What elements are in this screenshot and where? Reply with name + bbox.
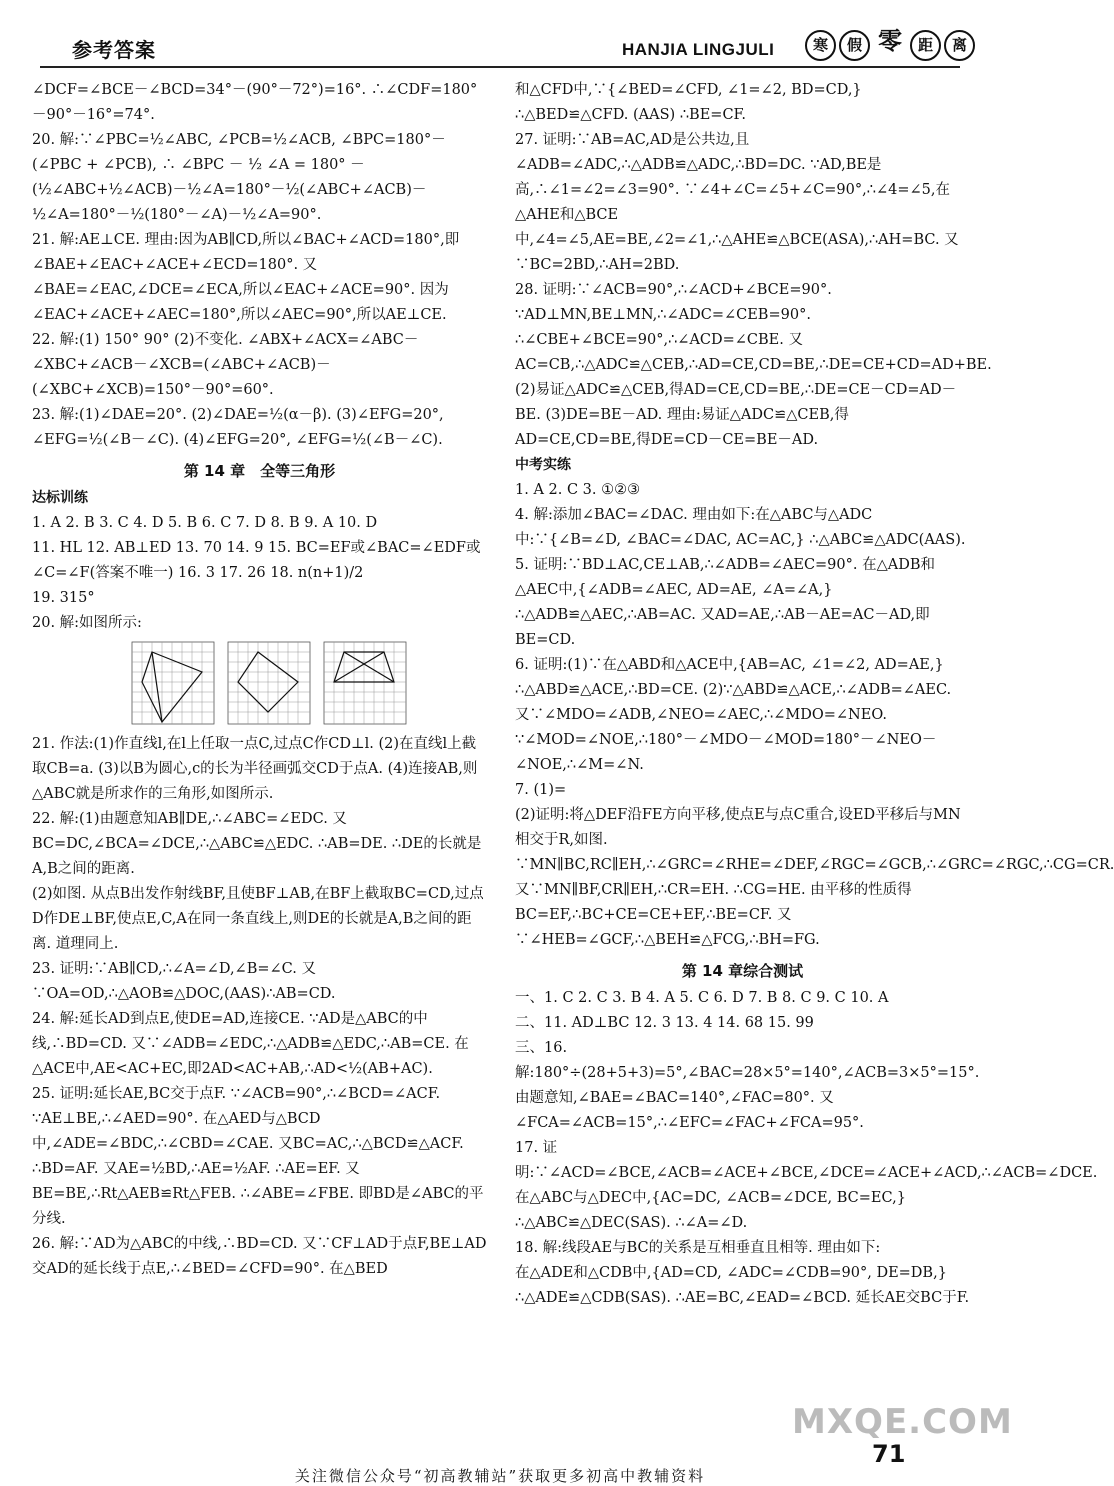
- brand-char: 寒: [805, 30, 836, 61]
- answer-paragraph: 25. 证明:延长AE,BC交于点F. ∵∠ACB=90°,∴∠BCD=∠ACF. ∵AE⊥BE,∴∠AED=90°. 在△AED与△BCD中,∠ADE=∠BDC,∴∠CBD=∠CAE. 又BC=AC,∴△BCD≌△ACF. ∴BD=AF. 又AE=½BD,∴AE=½AF. ∴AE=EF. 又BE=BE,∴Rt△AEB≌Rt△FEB. ∴∠ABE=∠FBE. 即BD是∠ABC的平分线.: [32, 1086, 484, 1227]
- chapter-title: 第 14 章 全等三角形: [183, 462, 336, 480]
- answer-paragraph: 4. 解:添加∠BAC=∠DAC. 理由如下:在△ABC与△ADC中:∵{∠B=∠D, ∠BAC=∠DAC, AC=AC,} ∴△ABC≌△ADC(AAS).: [515, 507, 966, 548]
- answer-paragraph: 23. 证明:∵AB∥CD,∴∠A=∠D,∠B=∠C. 又∵OA=OD,∴△AOB≌△DOC,(AAS)∴AB=CD.: [32, 961, 336, 1002]
- answer-line: 二、11. AD⊥BC 12. 3 13. 4 14. 68 15. 99: [515, 1015, 814, 1031]
- brand-char: 零: [878, 27, 902, 55]
- answer-paragraph: (2)如图. 从点B出发作射线BF,且使BF⊥AB,在BF上截取BC=CD,过点D作DE⊥BF,使点E,C,A在同一条直线上,则DE的长就是A,B之间的距离. 道理同上.: [32, 886, 484, 952]
- brand-char: 假: [839, 30, 870, 61]
- answer-paragraph: 23. 解:(1)∠DAE=20°. (2)∠DAE=½(α－β). (3)∠EFG=20°, ∠EFG=½(∠B－∠C). (4)∠EFG=20°, ∠EFG=½(∠B－∠C).: [32, 407, 444, 448]
- answer-line: 11. HL 12. AB⊥ED 13. 70 14. 9 15. BC=EF或∠BAC=∠EDF或∠C=∠F(答案不唯一) 16. 3 17. 26 18. n(n+1)/2: [32, 540, 481, 581]
- answer-paragraph: 20. 解:∵∠PBC=½∠ABC, ∠PCB=½∠ACB, ∠BPC=180°－(∠PBC + ∠PCB), ∴ ∠BPC － ½ ∠A = 180° － (½∠ABC+½∠ACB)－½∠A=180°－½(∠ABC+∠ACB)－½∠A=180°－½(180°－∠A)－½∠A=90°.: [32, 132, 446, 223]
- left-column: [32, 78, 487, 1282]
- answer-paragraph: 和△CFD中,∵{∠BED=∠CFD, ∠1=∠2, BD=CD,} ∴△BED≌△CFD. (AAS) ∴BE=CF.: [515, 82, 862, 123]
- brand-char: 距: [910, 30, 941, 61]
- answer-paragraph: 在△ADE和△CDB中,{AD=CD, ∠ADC=∠CDB=90°, DE=DB,} ∴△ADE≌△CDB(SAS). ∴AE=BC,∠EAD=∠BCD. 延长AE交BC于F.: [515, 1265, 970, 1306]
- answer-paragraph: 17. 证明:∵∠ACD=∠BCE,∠ACB=∠ACE+∠BCE,∠DCE=∠ACE+∠ACD,∴∠ACB=∠DCE. 在△ABC与△DEC中,{AC=DC, ∠ACB=∠DCE, BC=EC,} ∴△ABC≌△DEC(SAS). ∴∠A=∠D.: [515, 1140, 1098, 1231]
- answer-paragraph: 22. 解:(1) 150° 90° (2)不变化. ∠ABX+∠ACX=∠ABC－∠XBC+∠ACB－∠XCB=(∠ABC+∠ACB)－(∠XBC+∠XCB)=150°－90°=60°.: [32, 332, 419, 398]
- test-title: 第 14 章综合测试: [681, 962, 804, 980]
- answer-paragraph: (2)证明:将△DEF沿FE方向平移,使点E与点C重合,设ED平移后与MN相交于R,如图. ∵MN∥BC,RC∥EH,∴∠GRC=∠RHE=∠DEF,∠RGC=∠GCB,∴∠GRC=∠RGC,∴CG=CR. 又∵MN∥BF,CR∥EH,∴CR=EH. ∴CG=HE. 由平移的性质得BC=EF,∴BC+CE=CE+EF,∴BE=CF. 又∵∠HEB=∠GCF,∴△BEH≌△FCG,∴BH=FG.: [515, 807, 1114, 948]
- header-title: 参考答案: [72, 38, 156, 62]
- footer-note: 关注微信公众号“初高教辅站”获取更多初高中教辅资料: [294, 1467, 706, 1485]
- answer-paragraph: 26. 解:∵AD为△ABC的中线,∴BD=CD. 又∵CF⊥AD于点F,BE⊥AD交AD的延长线于点E,∴∠BED=∠CFD=90°. 在△BED: [32, 1236, 487, 1277]
- brand-logo: [805, 27, 975, 61]
- section-title: 中考实练: [515, 457, 571, 473]
- answer-line: 一、1. C 2. C 3. B 4. A 5. C 6. D 7. B 8. C 9. C 10. A: [515, 990, 889, 1006]
- answer-paragraph: 21. 解:AE⊥CE. 理由:因为AB∥CD,所以∠BAC+∠ACD=180°,即∠BAE+∠EAC+∠ACE+∠ECD=180°. 又∠BAE=∠EAC,∠DCE=∠ECA,所以∠EAC+∠ACE=90°. 因为∠EAC+∠ACE+∠AEC=180°,所以∠AEC=90°,所以AE⊥CE.: [32, 232, 460, 323]
- answer-paragraph: 5. 证明:∵BD⊥AC,CE⊥AB,∴∠ADB=∠AEC=90°. 在△ADB和△AEC中,{∠ADB=∠AEC, AD=AE, ∠A=∠A,} ∴△ADB≌△AEC,∴AB=AC. 又AD=AE,∴AB－AE=AC－AD,即BE=CD.: [515, 557, 936, 648]
- header-divider: [40, 66, 960, 68]
- answer-paragraph: 21. 作法:(1)作直线l,在l上任取一点C,过点C作CD⊥l. (2)在直线l上截取CB=a. (3)以B为圆心,c的长为半径画弧交CD于点A. (4)连接AB,则△ABC就是所求作的三角形,如图所示.: [32, 736, 478, 802]
- answer-line: 19. 315°: [32, 590, 95, 606]
- section-title: 达标训练: [32, 490, 88, 506]
- answer-paragraph: 27. 证明:∵AB=AC,AD是公共边,且∠ADB=∠ADC,∴△ADB≌△ADC,∴BD=DC. ∵AD,BE是高,∴∠1=∠2=∠3=90°. ∵∠4+∠C=∠5+∠C=90°,∴∠4=∠5,在△AHE和△BCE中,∠4=∠5,AE=BE,∠2=∠1,∴△AHE≌△BCE(ASA),∴AH=BC. 又∵BC=2BD,∴AH=2BD.: [515, 132, 959, 273]
- grid-figures: [32, 636, 487, 732]
- answer-line: 7. (1)=: [515, 782, 567, 798]
- page-number: 71: [872, 1440, 906, 1468]
- answer-paragraph: 三、16. 解:180°÷(28+5+3)=5°,∠BAC=28×5°=140°,∠ACB=3×5°=15°. 由题意知,∠BAE=∠BAC=140°,∠FAC=80°. 又∠FCA=∠ACB=15°,∴∠EFC=∠FAC+∠FCA=95°.: [515, 1040, 980, 1131]
- answer-line: 1. A 2. C 3. ①②③: [515, 482, 641, 498]
- brand-char: 离: [944, 30, 975, 61]
- answer-paragraph: 28. 证明:∵∠ACB=90°,∴∠ACD+∠BCE=90°. ∵AD⊥MN,BE⊥MN,∴∠ADC=∠CEB=90°. ∴∠CBE+∠BCE=90°,∴∠ACD=∠CBE. 又AC=CB,∴△ADC≌△CEB,∴AD=CE,CD=BE,∴DE=CE+CD=AD+BE. (2)易证△ADC≌△CEB,得AD=CE,CD=BE,∴DE=CE－CD=AD－BE. (3)DE=BE－AD. 理由:易证△ADC≌△CEB,得AD=CE,CD=BE,得DE=CD－CE=BE－AD.: [515, 282, 992, 448]
- answer-paragraph: 6. 证明:(1)∵在△ABD和△ACE中,{AB=AC, ∠1=∠2, AD=AE,} ∴△ABD≌△ACE,∴BD=CE. (2)∵△ABD≌△ACE,∴∠ADB=∠AEC. 又∵∠MDO=∠ADB,∠NEO=∠AEC,∴∠MDO=∠NEO. ∵∠MOD=∠NOE,∴180°－∠MDO－∠MOD=180°－∠NEO－∠NOE,∴∠M=∠N.: [515, 657, 952, 773]
- answer-paragraph: 24. 解:延长AD到点E,使DE=AD,连接CE. ∵AD是△ABC的中线,∴BD=CD. 又∵∠ADB=∠EDC,∴△ADB≌△EDC,∴AB=CE. 在△ACE中,AE<AC+EC,即2AD<AC+AB,∴AD<½(AB+AC).: [32, 1011, 469, 1077]
- answer-line: 20. 解:如图所示:: [32, 615, 142, 631]
- answer-paragraph: 18. 解:线段AE与BC的关系是互相垂直且相等. 理由如下:: [515, 1240, 881, 1256]
- watermark: MXQE.COM: [792, 1402, 1013, 1442]
- right-column: [515, 78, 1114, 1311]
- answer-line: 1. A 2. B 3. C 4. D 5. B 6. C 7. D 8. B 9. A 10. D: [32, 515, 378, 531]
- answer-paragraph: 22. 解:(1)由题意知AB∥DE,∴∠ABC=∠EDC. 又BC=DC,∠BCA=∠DCE,∴△ABC≌△EDC. ∴AB=DE. ∴DE的长就是A,B之间的距离.: [32, 811, 482, 877]
- answer-paragraph: ∠DCF=∠BCE－∠BCD=34°－(90°－72°)=16°. ∴∠CDF=180°－90°－16°=74°.: [32, 82, 478, 123]
- header-series: HANJIA LINGJULI: [622, 40, 775, 59]
